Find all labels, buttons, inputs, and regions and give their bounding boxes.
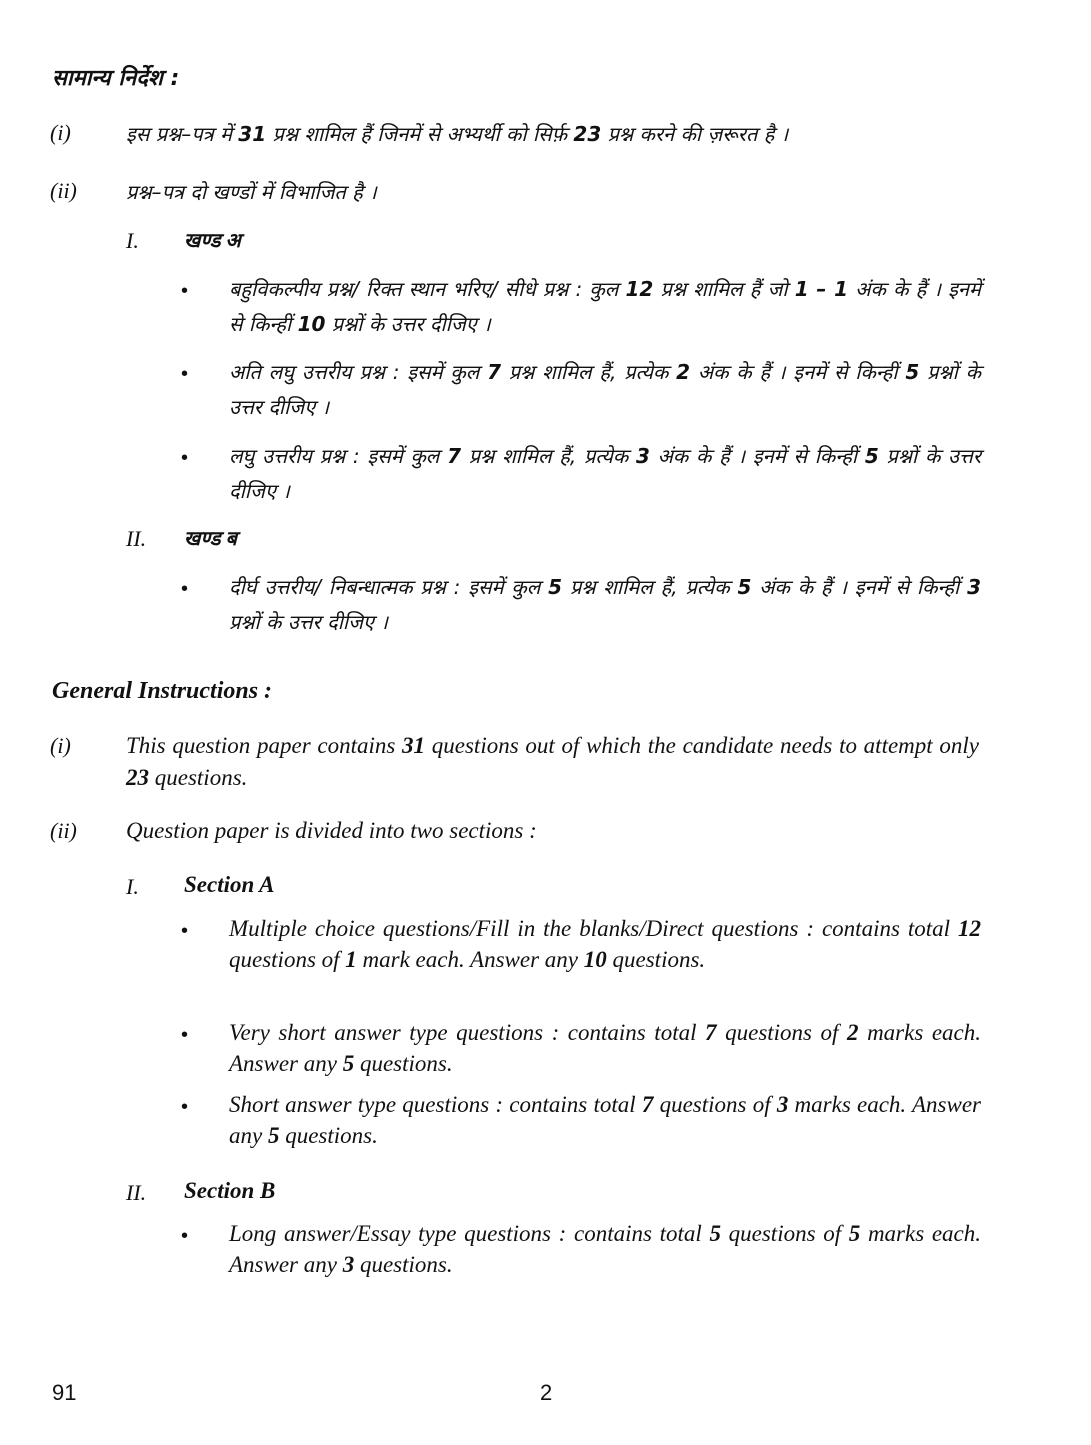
bullet: • bbox=[181, 578, 189, 600]
bullet: • bbox=[181, 1225, 189, 1247]
hindi-section-b-title: खण्ड ब bbox=[184, 528, 237, 550]
english-b-bullet-1: Long answer/Essay type questions : contains total 5 questions of 5 marks each. Answer any 3 questions. bbox=[229, 1221, 981, 1277]
bullet: • bbox=[181, 1024, 189, 1046]
hindi-section-a-title: खण्ड अ bbox=[184, 230, 241, 252]
english-item-i-marker: (i) bbox=[50, 733, 71, 758]
english-item-ii-marker: (ii) bbox=[50, 818, 77, 843]
english-section-b-title: Section B bbox=[184, 1178, 276, 1203]
english-section-a-title: Section A bbox=[184, 872, 275, 897]
english-a-bullet-2: Very short answer type questions : contains total 7 questions of 2 marks each. Answer any 5 questions. bbox=[229, 1020, 982, 1076]
english-heading: General Instructions : bbox=[52, 678, 273, 704]
hindi-a-bullet-3: लघु उत्तरीय प्रश्न : इसमें कुल 7 प्रश्न शामिल हैं, प्रत्येक 3 अंक के हैं । इनमें से किन्हीं 5 प्रश्नों के उत्तर दीजिए । bbox=[229, 444, 982, 503]
english-a-bullet-3: Short answer type questions : contains total 7 questions of 3 marks each. Answer any 5 questions. bbox=[229, 1092, 981, 1148]
page-number: 2 bbox=[540, 1380, 553, 1405]
english-item-i-text: This question paper contains 31 questions out of which the candidate needs to attempt only 23 questions. bbox=[126, 733, 979, 790]
hindi-item-ii-marker: (ii) bbox=[50, 178, 77, 203]
bullet: • bbox=[181, 920, 189, 942]
english-section-b-marker: II. bbox=[126, 1180, 147, 1205]
bullet: • bbox=[181, 280, 189, 302]
english-item-ii-text: Question paper is divided into two sections : bbox=[126, 818, 537, 843]
english-section-a-marker: I. bbox=[126, 874, 139, 899]
english-a-bullet-1: Multiple choice questions/Fill in the blanks/Direct questions : contains total 12 questions of 1 mark each. Answer any 10 questions. bbox=[229, 916, 981, 972]
paper-code: 91 bbox=[52, 1380, 77, 1405]
hindi-item-i-marker: (i) bbox=[50, 120, 71, 145]
hindi-section-a-marker: I. bbox=[126, 228, 139, 253]
bullet: • bbox=[181, 1096, 189, 1118]
bullet: • bbox=[181, 363, 189, 385]
hindi-b-bullet-1: दीर्घ उत्तरीय/ निबन्धात्मक प्रश्न : इसमें कुल 5 प्रश्न शामिल हैं, प्रत्येक 5 अंक के हैं । इनमें से किन्हीं 3 प्रश्नों के उत्तर दीजिए । bbox=[229, 575, 981, 634]
hindi-item-ii-text: प्रश्न–पत्र दो खण्डों में विभाजित है । bbox=[126, 180, 377, 204]
hindi-a-bullet-2: अति लघु उत्तरीय प्रश्न : इसमें कुल 7 प्रश्न शामिल हैं, प्रत्येक 2 अंक के हैं । इनमें से किन्हीं 5 प्रश्नों के उत्तर दीजिए । bbox=[229, 360, 981, 419]
hindi-section-b-marker: II. bbox=[126, 526, 147, 551]
bullet: • bbox=[181, 447, 189, 469]
hindi-item-i-text: इस प्रश्न–पत्र में 31 प्रश्न शामिल हैं जिनमें से अभ्यर्थी को सिर्फ़ 23 प्रश्न करने की ज़रूरत है । bbox=[126, 122, 789, 146]
hindi-a-bullet-1: बहुविकल्पीय प्रश्न/ रिक्त स्थान भरिए/ सीधे प्रश्न : कुल 12 प्रश्न शामिल हैं जो 1 – 1 अंक के हैं । इनमें से किन्हीं 10 प्रश्नों के उत्तर दीजिए । bbox=[229, 277, 981, 336]
hindi-heading: सामान्य निर्देश : bbox=[52, 66, 180, 91]
